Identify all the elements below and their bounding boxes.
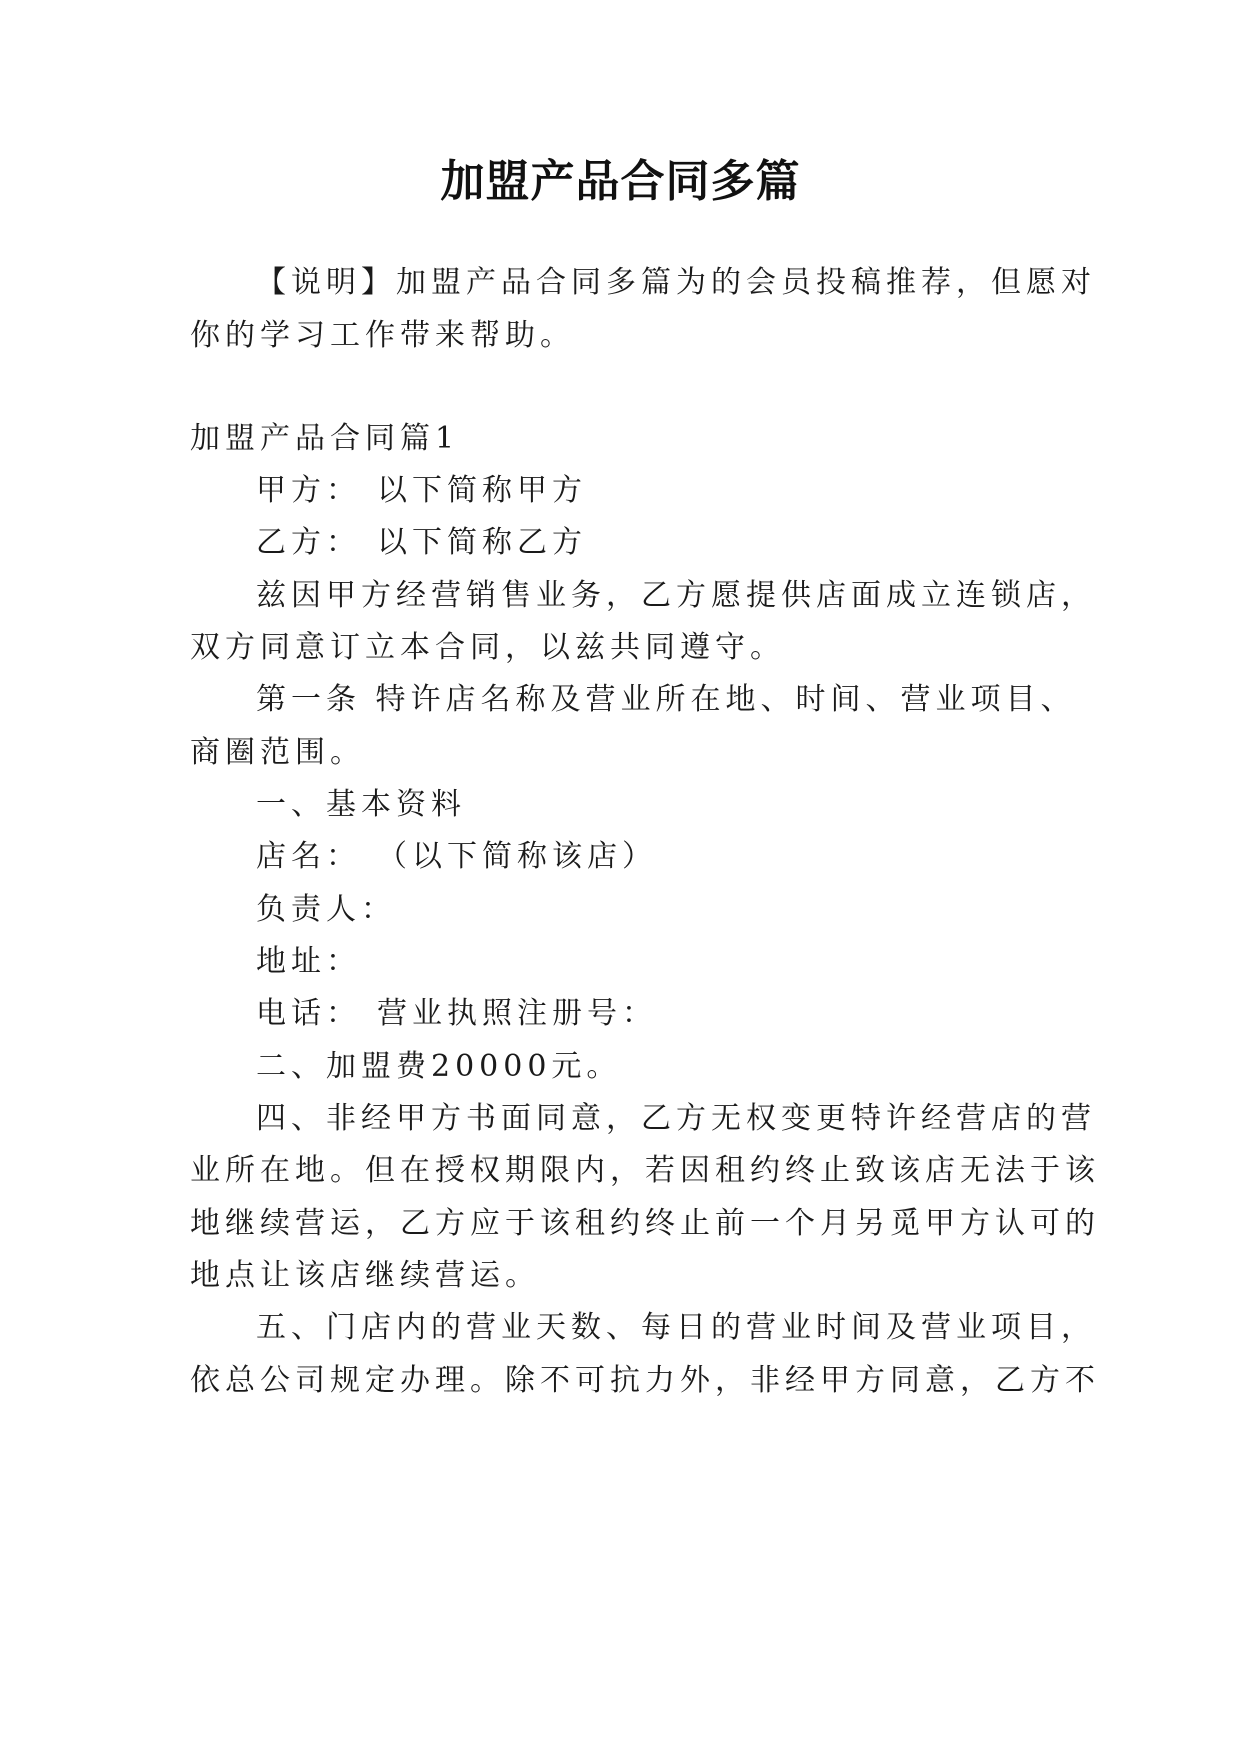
address: 地址： bbox=[256, 944, 361, 979]
preamble-line-2: 双方同意订立本合同，以兹共同遵守。 bbox=[190, 630, 785, 665]
clause4-line-4: 地点让该店继续营运。 bbox=[190, 1258, 540, 1293]
party-b-line bbox=[256, 523, 587, 563]
clause4-line-2: 业所在地。但在授权期限内，若因租约终止致该店无法于该 bbox=[190, 1153, 1100, 1188]
clause5-line-2: 依总公司规定办理。除不可抗力外，非经甲方同意，乙方不 bbox=[190, 1363, 1100, 1398]
party-a-value: 以下简称甲方 bbox=[377, 473, 587, 508]
clause4-line-3: 地继续营运，乙方应于该租约终止前一个月另觅甲方认可的 bbox=[190, 1206, 1100, 1241]
party-a-line bbox=[256, 471, 587, 511]
franchise-fee: 二、加盟费20000元。 bbox=[256, 1049, 622, 1084]
responsible-person: 负责人： bbox=[256, 892, 396, 927]
section-heading: 加盟产品合同篇1 bbox=[190, 421, 460, 456]
license-number-label: 营业执照注册号： bbox=[377, 996, 657, 1031]
intro-line-1: 【说明】加盟产品合同多篇为的会员投稿推荐，但愿对 bbox=[256, 265, 1096, 300]
phone-label: 电话： bbox=[256, 996, 361, 1031]
clause5-line-1: 五、门店内的营业天数、每日的营业时间及营业项目， bbox=[256, 1310, 1096, 1345]
document-title: 加盟产品合同多篇 bbox=[440, 156, 801, 207]
article1-line-1: 第一条 特许店名称及营业所在地、时间、营业项目、 bbox=[256, 682, 1076, 717]
phone-line bbox=[256, 994, 657, 1034]
store-name-line bbox=[256, 837, 657, 877]
party-b-label: 乙方： bbox=[256, 525, 361, 560]
store-name-value: （以下简称该店） bbox=[377, 839, 657, 874]
article1-line-2: 商圈范围。 bbox=[190, 735, 365, 770]
party-b-value: 以下简称乙方 bbox=[377, 525, 587, 560]
store-name-label: 店名： bbox=[256, 839, 361, 874]
clause4-line-1: 四、非经甲方书面同意，乙方无权变更特许经营店的营 bbox=[256, 1101, 1096, 1136]
party-a-label: 甲方： bbox=[256, 473, 361, 508]
intro-line-2: 你的学习工作带来帮助。 bbox=[190, 318, 575, 353]
basic-info-heading: 一、基本资料 bbox=[256, 787, 466, 822]
preamble-line-1: 兹因甲方经营销售业务，乙方愿提供店面成立连锁店， bbox=[256, 578, 1096, 613]
